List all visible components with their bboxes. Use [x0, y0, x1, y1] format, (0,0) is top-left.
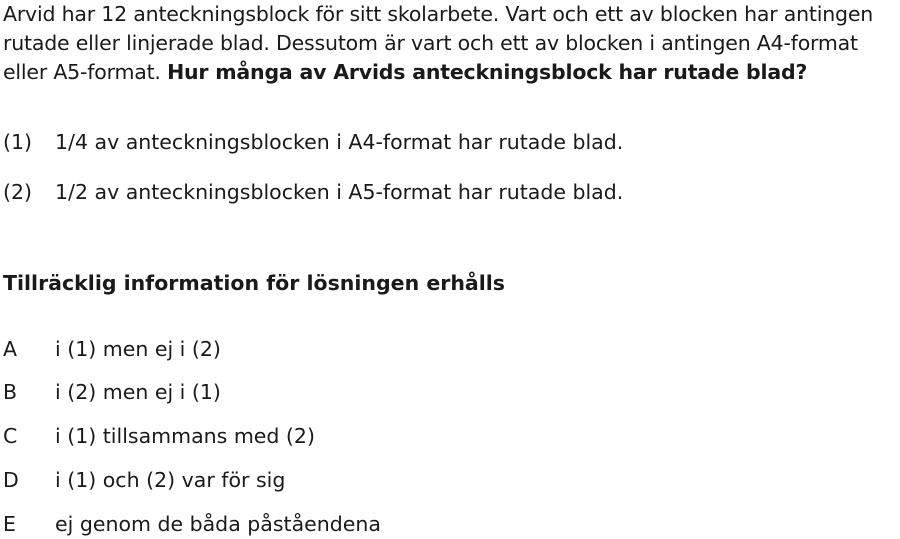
statement-1: [3, 128, 623, 157]
option-letter: E: [3, 512, 16, 536]
option-letter: C: [3, 424, 18, 448]
statement-2: [3, 178, 623, 207]
option-letter: B: [3, 380, 18, 404]
option-d[interactable]: [3, 466, 285, 495]
statement-text: 1/2 av anteckningsblocken i A5-format har rutade blad.: [55, 180, 624, 204]
option-text: ej genom de båda påståendena: [55, 512, 381, 536]
answer-heading: Tillräcklig information för lösningen erhålls: [3, 271, 506, 295]
option-text: i (1) men ej i (2): [55, 337, 221, 361]
option-text: i (1) och (2) var för sig: [55, 468, 286, 492]
option-letter: A: [3, 337, 18, 361]
statement-number: (2): [3, 180, 33, 204]
option-text: i (1) tillsammans med (2): [55, 424, 315, 448]
option-c[interactable]: [3, 422, 315, 451]
option-a[interactable]: [3, 335, 221, 364]
statement-text: 1/4 av anteckningsblocken i A4-format har rutade blad.: [55, 130, 624, 154]
option-letter: D: [3, 468, 19, 492]
statement-number: (1): [3, 130, 33, 154]
option-text: i (2) men ej i (1): [55, 380, 221, 404]
option-b[interactable]: [3, 378, 221, 407]
option-e[interactable]: [3, 510, 381, 539]
question-text: Hur många av Arvids anteckningsblock har rutade blad?: [167, 60, 808, 84]
intro-text: Arvid har 12 anteckningsblock för sitt skolarbete. Vart och ett av blocken har antingen rutade eller linjerade blad. Dessutom är vart och ett av blocken i antingen A4-format eller A5-format.: [3, 2, 874, 84]
question-intro: [3, 0, 898, 87]
